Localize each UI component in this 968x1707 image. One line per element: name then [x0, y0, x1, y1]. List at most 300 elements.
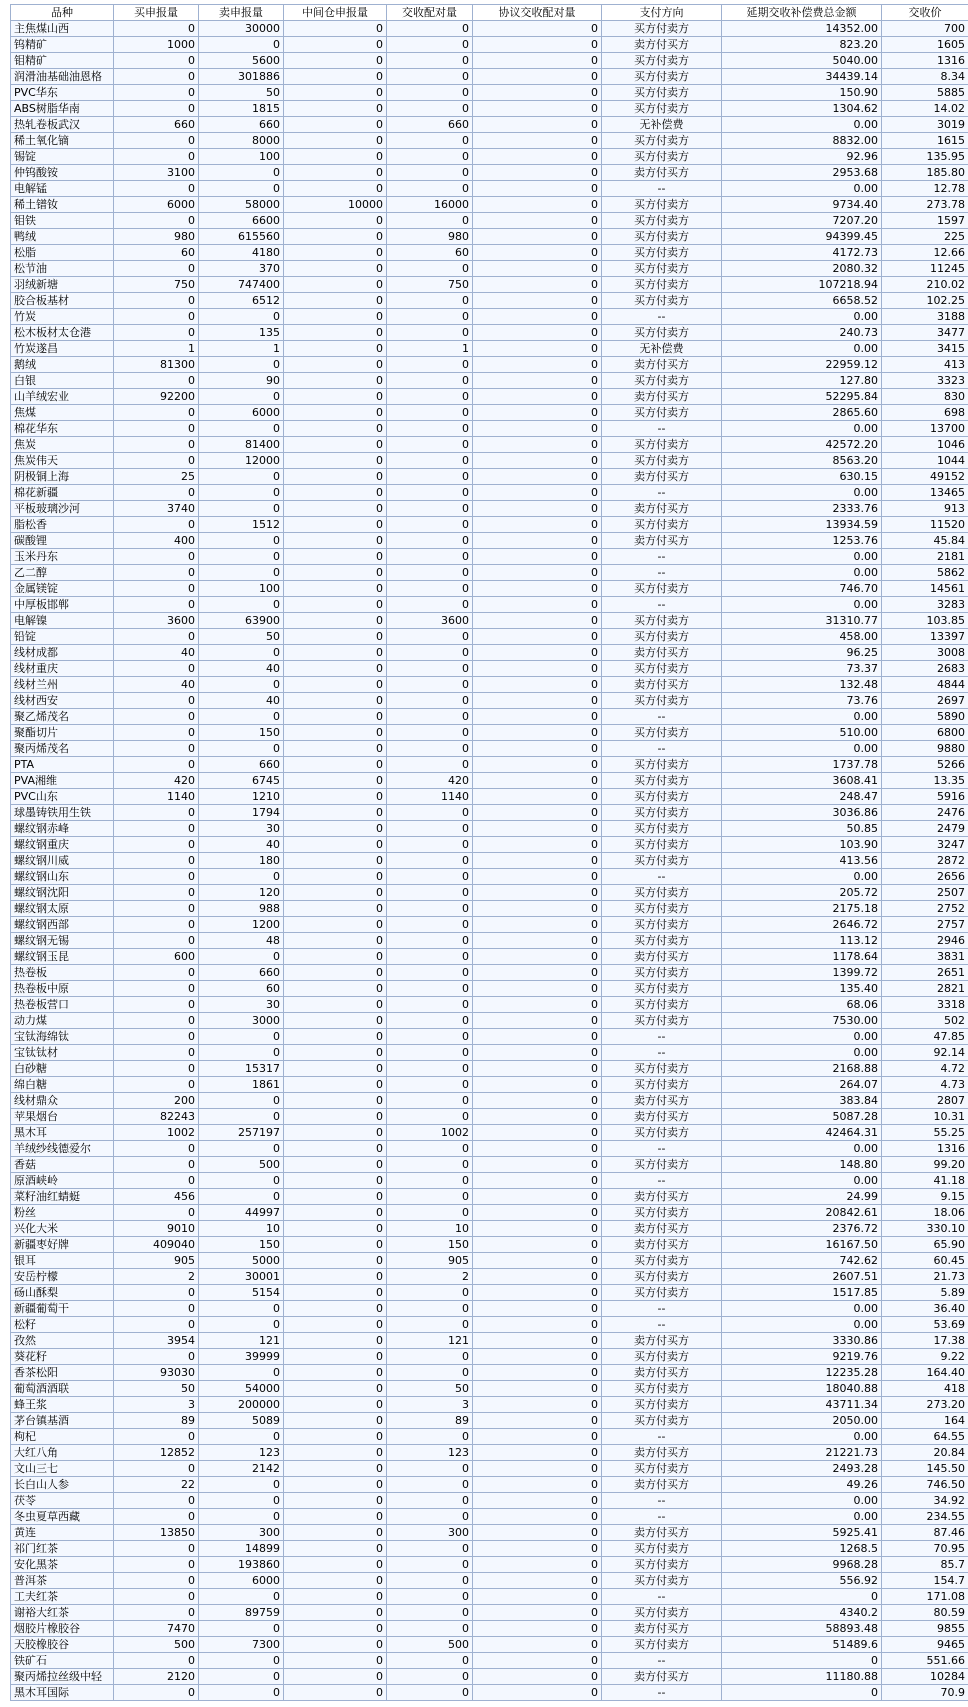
- cell-payment-direction: 卖方付买方: [602, 501, 722, 517]
- cell-matched-qty: 500: [387, 1637, 473, 1653]
- cell-sell-declared: 0: [199, 485, 284, 501]
- cell-agreement-matched-qty: 0: [473, 1077, 602, 1093]
- cell-compensation-total: 4172.73: [722, 245, 882, 261]
- cell-intermediate-warehouse: 0: [284, 965, 387, 981]
- cell-agreement-matched-qty: 0: [473, 1557, 602, 1573]
- cell-sell-declared: 0: [199, 1141, 284, 1157]
- cell-payment-direction: 买方付卖方: [602, 1253, 722, 1269]
- cell-buy-declared: 0: [114, 565, 199, 581]
- cell-delivery-price: 234.55: [882, 1509, 968, 1525]
- cell-payment-direction: 买方付卖方: [602, 821, 722, 837]
- cell-agreement-matched-qty: 0: [473, 229, 602, 245]
- cell-buy-declared: 0: [114, 261, 199, 277]
- cell-buy-declared: 0: [114, 1461, 199, 1477]
- table-row: [11, 85, 968, 101]
- table-row: [11, 1509, 968, 1525]
- cell-payment-direction: 买方付卖方: [602, 1413, 722, 1429]
- cell-payment-direction: 买方付卖方: [602, 1013, 722, 1029]
- cell-agreement-matched-qty: 0: [473, 965, 602, 981]
- cell-intermediate-warehouse: 0: [284, 341, 387, 357]
- cell-buy-declared: 3954: [114, 1333, 199, 1349]
- cell-buy-declared: 12852: [114, 1445, 199, 1461]
- cell-matched-qty: 0: [387, 437, 473, 453]
- cell-intermediate-warehouse: 0: [284, 1685, 387, 1701]
- table-row: [11, 37, 968, 53]
- cell-delivery-price: 45.84: [882, 533, 968, 549]
- cell-intermediate-warehouse: 0: [284, 405, 387, 421]
- cell-product: 天胶橡胶谷: [11, 1637, 114, 1653]
- cell-buy-declared: 0: [114, 53, 199, 69]
- cell-matched-qty: 0: [387, 1349, 473, 1365]
- cell-delivery-price: 5.89: [882, 1285, 968, 1301]
- cell-sell-declared: 30: [199, 997, 284, 1013]
- cell-delivery-price: 145.50: [882, 1461, 968, 1477]
- cell-payment-direction: --: [602, 1317, 722, 1333]
- cell-payment-direction: 买方付卖方: [602, 725, 722, 741]
- table-row: [11, 309, 968, 325]
- cell-compensation-total: 510.00: [722, 725, 882, 741]
- cell-buy-declared: 0: [114, 1061, 199, 1077]
- cell-compensation-total: 0.00: [722, 309, 882, 325]
- cell-delivery-price: 3283: [882, 597, 968, 613]
- cell-sell-declared: 44997: [199, 1205, 284, 1221]
- cell-matched-qty: 0: [387, 885, 473, 901]
- cell-agreement-matched-qty: 0: [473, 21, 602, 37]
- cell-compensation-total: 13934.59: [722, 517, 882, 533]
- cell-agreement-matched-qty: 0: [473, 1285, 602, 1301]
- cell-sell-declared: 0: [199, 1173, 284, 1189]
- cell-agreement-matched-qty: 0: [473, 117, 602, 133]
- cell-intermediate-warehouse: 0: [284, 501, 387, 517]
- cell-matched-qty: 0: [387, 1205, 473, 1221]
- cell-payment-direction: --: [602, 1029, 722, 1045]
- cell-sell-declared: 89759: [199, 1605, 284, 1621]
- cell-payment-direction: 买方付卖方: [602, 1061, 722, 1077]
- cell-compensation-total: 150.90: [722, 85, 882, 101]
- cell-delivery-price: 3477: [882, 325, 968, 341]
- cell-intermediate-warehouse: 0: [284, 629, 387, 645]
- cell-delivery-price: 135.95: [882, 149, 968, 165]
- table-row: [11, 805, 968, 821]
- cell-payment-direction: 买方付卖方: [602, 1125, 722, 1141]
- cell-product: 葵花籽: [11, 1349, 114, 1365]
- cell-intermediate-warehouse: 0: [284, 229, 387, 245]
- cell-buy-declared: 0: [114, 885, 199, 901]
- cell-product: 玉米丹东: [11, 549, 114, 565]
- cell-delivery-price: 4844: [882, 677, 968, 693]
- cell-payment-direction: 买方付卖方: [602, 1637, 722, 1653]
- table-row: [11, 1061, 968, 1077]
- table-row: [11, 181, 968, 197]
- cell-agreement-matched-qty: 0: [473, 757, 602, 773]
- cell-buy-declared: 0: [114, 981, 199, 997]
- cell-product: 竹炭遂昌: [11, 341, 114, 357]
- cell-sell-declared: 81400: [199, 437, 284, 453]
- cell-intermediate-warehouse: 0: [284, 1605, 387, 1621]
- cell-agreement-matched-qty: 0: [473, 901, 602, 917]
- cell-product: 香茶松阳: [11, 1365, 114, 1381]
- cell-sell-declared: 180: [199, 853, 284, 869]
- cell-compensation-total: 0.00: [722, 1509, 882, 1525]
- cell-buy-declared: 0: [114, 757, 199, 773]
- cell-delivery-price: 830: [882, 389, 968, 405]
- cell-intermediate-warehouse: 0: [284, 245, 387, 261]
- cell-matched-qty: 0: [387, 1285, 473, 1301]
- cell-sell-declared: 0: [199, 645, 284, 661]
- cell-buy-declared: 1: [114, 341, 199, 357]
- cell-delivery-price: 10284: [882, 1669, 968, 1685]
- cell-agreement-matched-qty: 0: [473, 1589, 602, 1605]
- cell-sell-declared: 0: [199, 565, 284, 581]
- cell-product: 聚丙烯拉丝级中轻: [11, 1669, 114, 1685]
- table-row: [11, 1381, 968, 1397]
- cell-payment-direction: 买方付卖方: [602, 325, 722, 341]
- cell-buy-declared: 1002: [114, 1125, 199, 1141]
- cell-payment-direction: 买方付卖方: [602, 917, 722, 933]
- cell-payment-direction: 买方付卖方: [602, 1461, 722, 1477]
- cell-sell-declared: 6000: [199, 405, 284, 421]
- cell-payment-direction: 买方付卖方: [602, 629, 722, 645]
- cell-intermediate-warehouse: 0: [284, 325, 387, 341]
- cell-sell-declared: 0: [199, 1189, 284, 1205]
- table-body: [11, 21, 968, 1701]
- cell-intermediate-warehouse: 0: [284, 293, 387, 309]
- cell-delivery-price: 36.40: [882, 1301, 968, 1317]
- cell-delivery-price: 12.66: [882, 245, 968, 261]
- cell-delivery-price: 551.66: [882, 1653, 968, 1669]
- cell-buy-declared: 0: [114, 725, 199, 741]
- cell-buy-declared: 0: [114, 405, 199, 421]
- cell-agreement-matched-qty: 0: [473, 165, 602, 181]
- cell-delivery-price: 34.92: [882, 1493, 968, 1509]
- cell-payment-direction: 买方付卖方: [602, 453, 722, 469]
- cell-intermediate-warehouse: 0: [284, 1237, 387, 1253]
- header-payment-direction: 支付方向: [602, 5, 722, 21]
- table-row: [11, 1365, 968, 1381]
- cell-matched-qty: 0: [387, 373, 473, 389]
- cell-matched-qty: 0: [387, 1477, 473, 1493]
- cell-matched-qty: 0: [387, 517, 473, 533]
- table-row: [11, 1269, 968, 1285]
- cell-intermediate-warehouse: 0: [284, 213, 387, 229]
- cell-sell-declared: 0: [199, 469, 284, 485]
- cell-delivery-price: 102.25: [882, 293, 968, 309]
- cell-sell-declared: 40: [199, 693, 284, 709]
- cell-sell-declared: 6600: [199, 213, 284, 229]
- cell-payment-direction: 卖方付买方: [602, 389, 722, 405]
- cell-compensation-total: 0.00: [722, 1493, 882, 1509]
- cell-sell-declared: 40: [199, 837, 284, 853]
- cell-delivery-price: 330.10: [882, 1221, 968, 1237]
- cell-product: 松籽: [11, 1317, 114, 1333]
- cell-buy-declared: 0: [114, 101, 199, 117]
- cell-buy-declared: 500: [114, 1637, 199, 1653]
- cell-matched-qty: 0: [387, 677, 473, 693]
- cell-delivery-price: 13700: [882, 421, 968, 437]
- cell-matched-qty: 0: [387, 1541, 473, 1557]
- cell-product: 螺纹钢川威: [11, 853, 114, 869]
- cell-compensation-total: 556.92: [722, 1573, 882, 1589]
- cell-intermediate-warehouse: 0: [284, 1509, 387, 1525]
- cell-delivery-price: 2479: [882, 821, 968, 837]
- cell-buy-declared: 0: [114, 85, 199, 101]
- cell-sell-declared: 0: [199, 677, 284, 693]
- cell-product: 竹炭: [11, 309, 114, 325]
- cell-buy-declared: 0: [114, 549, 199, 565]
- cell-matched-qty: 0: [387, 853, 473, 869]
- cell-product: 祁门红茶: [11, 1541, 114, 1557]
- cell-compensation-total: 0.00: [722, 549, 882, 565]
- cell-matched-qty: 0: [387, 1493, 473, 1509]
- cell-buy-declared: 0: [114, 453, 199, 469]
- cell-buy-declared: 0: [114, 293, 199, 309]
- cell-agreement-matched-qty: 0: [473, 1605, 602, 1621]
- cell-delivery-price: 47.85: [882, 1029, 968, 1045]
- cell-agreement-matched-qty: 0: [473, 1573, 602, 1589]
- cell-product: 线材成都: [11, 645, 114, 661]
- cell-compensation-total: 96.25: [722, 645, 882, 661]
- cell-sell-declared: 0: [199, 165, 284, 181]
- cell-payment-direction: --: [602, 1653, 722, 1669]
- cell-matched-qty: 0: [387, 661, 473, 677]
- cell-product: 孜然: [11, 1333, 114, 1349]
- cell-delivery-price: 3415: [882, 341, 968, 357]
- cell-intermediate-warehouse: 0: [284, 1269, 387, 1285]
- cell-payment-direction: 买方付卖方: [602, 837, 722, 853]
- table-row: [11, 965, 968, 981]
- cell-delivery-price: 3323: [882, 373, 968, 389]
- cell-matched-qty: 10: [387, 1221, 473, 1237]
- cell-payment-direction: 买方付卖方: [602, 149, 722, 165]
- cell-payment-direction: 买方付卖方: [602, 85, 722, 101]
- cell-delivery-price: 413: [882, 357, 968, 373]
- cell-buy-declared: 0: [114, 1141, 199, 1157]
- cell-matched-qty: 0: [387, 453, 473, 469]
- cell-agreement-matched-qty: 0: [473, 1061, 602, 1077]
- cell-sell-declared: 0: [199, 1621, 284, 1637]
- cell-product: 宝钛海绵钛: [11, 1029, 114, 1045]
- cell-product: 乙二醇: [11, 565, 114, 581]
- cell-sell-declared: 615560: [199, 229, 284, 245]
- cell-payment-direction: 卖方付买方: [602, 357, 722, 373]
- cell-agreement-matched-qty: 0: [473, 261, 602, 277]
- cell-product: 茯苓: [11, 1493, 114, 1509]
- cell-matched-qty: 0: [387, 293, 473, 309]
- cell-product: 螺纹钢玉昆: [11, 949, 114, 965]
- cell-delivery-price: 41.18: [882, 1173, 968, 1189]
- cell-compensation-total: 2080.32: [722, 261, 882, 277]
- cell-matched-qty: 150: [387, 1237, 473, 1253]
- cell-matched-qty: 0: [387, 1605, 473, 1621]
- cell-compensation-total: 383.84: [722, 1093, 882, 1109]
- table-row: [11, 757, 968, 773]
- cell-agreement-matched-qty: 0: [473, 773, 602, 789]
- cell-sell-declared: 0: [199, 1365, 284, 1381]
- cell-payment-direction: --: [602, 709, 722, 725]
- cell-compensation-total: 413.56: [722, 853, 882, 869]
- cell-agreement-matched-qty: 0: [473, 1125, 602, 1141]
- header-intermediate-warehouse: 中间仓申报量: [284, 5, 387, 21]
- cell-compensation-total: 21221.73: [722, 1445, 882, 1461]
- cell-matched-qty: 905: [387, 1253, 473, 1269]
- table-row: [11, 197, 968, 213]
- cell-intermediate-warehouse: 0: [284, 613, 387, 629]
- cell-delivery-price: 9.22: [882, 1349, 968, 1365]
- cell-matched-qty: 0: [387, 85, 473, 101]
- cell-intermediate-warehouse: 0: [284, 309, 387, 325]
- cell-payment-direction: 卖方付买方: [602, 1477, 722, 1493]
- cell-delivery-price: 4.72: [882, 1061, 968, 1077]
- cell-matched-qty: 300: [387, 1525, 473, 1541]
- cell-sell-declared: 2142: [199, 1461, 284, 1477]
- cell-sell-declared: 58000: [199, 197, 284, 213]
- cell-delivery-price: 2507: [882, 885, 968, 901]
- cell-intermediate-warehouse: 0: [284, 421, 387, 437]
- cell-product: 鸭绒: [11, 229, 114, 245]
- cell-payment-direction: 买方付卖方: [602, 1077, 722, 1093]
- cell-payment-direction: 卖方付买方: [602, 645, 722, 661]
- cell-matched-qty: 0: [387, 21, 473, 37]
- cell-delivery-price: 3019: [882, 117, 968, 133]
- table-row: [11, 1093, 968, 1109]
- cell-sell-declared: 0: [199, 949, 284, 965]
- cell-sell-declared: 7300: [199, 1637, 284, 1653]
- cell-matched-qty: 0: [387, 981, 473, 997]
- cell-product: 钼铁: [11, 213, 114, 229]
- cell-matched-qty: 0: [387, 1093, 473, 1109]
- cell-delivery-price: 154.7: [882, 1573, 968, 1589]
- cell-buy-declared: 0: [114, 1157, 199, 1173]
- cell-payment-direction: 买方付卖方: [602, 1285, 722, 1301]
- cell-intermediate-warehouse: 0: [284, 261, 387, 277]
- cell-payment-direction: 卖方付买方: [602, 1669, 722, 1685]
- cell-intermediate-warehouse: 0: [284, 1621, 387, 1637]
- cell-compensation-total: 50.85: [722, 821, 882, 837]
- cell-matched-qty: 0: [387, 325, 473, 341]
- table-row: [11, 117, 968, 133]
- cell-intermediate-warehouse: 0: [284, 1557, 387, 1573]
- cell-buy-declared: 0: [114, 1573, 199, 1589]
- cell-product: ABS树脂华南: [11, 101, 114, 117]
- cell-delivery-price: 2683: [882, 661, 968, 677]
- cell-payment-direction: 买方付卖方: [602, 1269, 722, 1285]
- cell-product: 热卷板: [11, 965, 114, 981]
- cell-compensation-total: 4340.2: [722, 1605, 882, 1621]
- cell-delivery-price: 1044: [882, 453, 968, 469]
- cell-agreement-matched-qty: 0: [473, 1109, 602, 1125]
- cell-sell-declared: 39999: [199, 1349, 284, 1365]
- table-row: [11, 1237, 968, 1253]
- cell-delivery-price: 9855: [882, 1621, 968, 1637]
- cell-product: PVC华东: [11, 85, 114, 101]
- cell-agreement-matched-qty: 0: [473, 1509, 602, 1525]
- cell-payment-direction: --: [602, 421, 722, 437]
- cell-agreement-matched-qty: 0: [473, 325, 602, 341]
- cell-product: 粉丝: [11, 1205, 114, 1221]
- cell-product: 白银: [11, 373, 114, 389]
- cell-agreement-matched-qty: 0: [473, 1301, 602, 1317]
- table-row: [11, 1461, 968, 1477]
- cell-buy-declared: 0: [114, 21, 199, 37]
- cell-sell-declared: 0: [199, 309, 284, 325]
- cell-matched-qty: 0: [387, 1157, 473, 1173]
- cell-intermediate-warehouse: 0: [284, 709, 387, 725]
- cell-product: 润滑油基础油恩格: [11, 69, 114, 85]
- cell-delivery-price: 698: [882, 405, 968, 421]
- cell-payment-direction: 卖方付买方: [602, 1093, 722, 1109]
- cell-agreement-matched-qty: 0: [473, 997, 602, 1013]
- cell-buy-declared: 0: [114, 1653, 199, 1669]
- cell-matched-qty: 0: [387, 181, 473, 197]
- cell-compensation-total: 0.00: [722, 1141, 882, 1157]
- cell-compensation-total: 742.62: [722, 1253, 882, 1269]
- cell-delivery-price: 3188: [882, 309, 968, 325]
- cell-sell-declared: 150: [199, 1237, 284, 1253]
- cell-intermediate-warehouse: 0: [284, 1381, 387, 1397]
- cell-agreement-matched-qty: 0: [473, 853, 602, 869]
- cell-intermediate-warehouse: 0: [284, 837, 387, 853]
- cell-product: 长白山人参: [11, 1477, 114, 1493]
- cell-delivery-price: 13.35: [882, 773, 968, 789]
- table-row: [11, 485, 968, 501]
- cell-sell-declared: 30: [199, 821, 284, 837]
- cell-buy-declared: 456: [114, 1189, 199, 1205]
- table-row: [11, 1317, 968, 1333]
- cell-matched-qty: 89: [387, 1413, 473, 1429]
- cell-product: 锡锭: [11, 149, 114, 165]
- cell-payment-direction: 卖方付买方: [602, 949, 722, 965]
- cell-compensation-total: 0.00: [722, 869, 882, 885]
- cell-compensation-total: 0: [722, 1589, 882, 1605]
- delivery-table-container: [10, 4, 968, 1701]
- cell-compensation-total: 0: [722, 1685, 882, 1701]
- cell-buy-declared: 0: [114, 741, 199, 757]
- cell-sell-declared: 6745: [199, 773, 284, 789]
- cell-intermediate-warehouse: 0: [284, 357, 387, 373]
- table-row: [11, 1429, 968, 1445]
- cell-buy-declared: 400: [114, 533, 199, 549]
- cell-product: 砀山酥梨: [11, 1285, 114, 1301]
- cell-payment-direction: 无补偿费: [602, 341, 722, 357]
- cell-compensation-total: 1178.64: [722, 949, 882, 965]
- cell-product: 聚乙烯茂名: [11, 709, 114, 725]
- cell-intermediate-warehouse: 0: [284, 1013, 387, 1029]
- cell-delivery-price: 2946: [882, 933, 968, 949]
- cell-buy-declared: 0: [114, 1205, 199, 1221]
- cell-agreement-matched-qty: 0: [473, 741, 602, 757]
- cell-payment-direction: 买方付卖方: [602, 757, 722, 773]
- table-row: [11, 1397, 968, 1413]
- cell-compensation-total: 746.70: [722, 581, 882, 597]
- cell-agreement-matched-qty: 0: [473, 309, 602, 325]
- table-row: [11, 821, 968, 837]
- cell-payment-direction: 买方付卖方: [602, 901, 722, 917]
- cell-intermediate-warehouse: 0: [284, 85, 387, 101]
- cell-matched-qty: 1002: [387, 1125, 473, 1141]
- cell-intermediate-warehouse: 0: [284, 469, 387, 485]
- cell-intermediate-warehouse: 0: [284, 821, 387, 837]
- cell-buy-declared: 0: [114, 805, 199, 821]
- cell-intermediate-warehouse: 0: [284, 1573, 387, 1589]
- cell-sell-declared: 150: [199, 725, 284, 741]
- cell-delivery-price: 502: [882, 1013, 968, 1029]
- cell-sell-declared: 50: [199, 629, 284, 645]
- cell-matched-qty: 0: [387, 1365, 473, 1381]
- cell-compensation-total: 148.80: [722, 1157, 882, 1173]
- cell-agreement-matched-qty: 0: [473, 645, 602, 661]
- cell-intermediate-warehouse: 0: [284, 165, 387, 181]
- cell-payment-direction: --: [602, 549, 722, 565]
